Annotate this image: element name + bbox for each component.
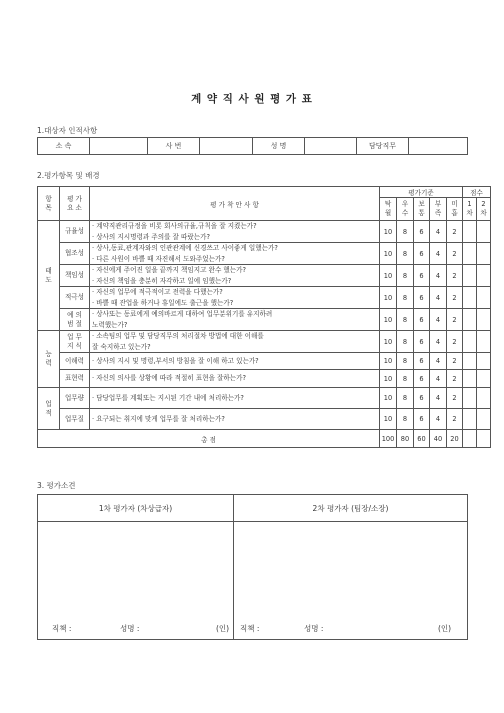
score-second: 2 차 <box>477 198 491 221</box>
criteria-value: 2 <box>447 309 463 331</box>
criteria-lacking: 부 족 <box>430 198 447 221</box>
field-label-employee-number: 사 번 <box>148 138 200 155</box>
group-name: 태 도 <box>38 221 60 331</box>
evaluation-points <box>90 331 380 353</box>
evaluation-points <box>90 287 380 309</box>
criteria-value: 2 <box>447 353 463 370</box>
element-name: 업무질 <box>60 409 90 430</box>
criteria-value: 10 <box>380 287 397 309</box>
evaluation-row <box>38 265 491 287</box>
criteria-value: 10 <box>380 243 397 265</box>
score-first-cell[interactable] <box>463 309 477 331</box>
evaluation-points <box>90 265 380 287</box>
criteria-value: 8 <box>397 287 414 309</box>
criteria-value: 10 <box>380 331 397 353</box>
opinion-table <box>37 494 468 640</box>
evaluation-points <box>90 309 380 331</box>
total-value: 60 <box>414 430 430 448</box>
criteria-value: 6 <box>414 309 430 331</box>
score-second-cell[interactable] <box>477 409 491 430</box>
first-name-label: 성명 : <box>120 624 140 633</box>
criteria-value: 10 <box>380 221 397 243</box>
criteria-value: 2 <box>447 221 463 243</box>
total-value: 100 <box>380 430 397 448</box>
criteria-value: 8 <box>397 309 414 331</box>
evaluation-row <box>38 331 491 353</box>
criteria-value: 2 <box>447 243 463 265</box>
score-second-cell[interactable] <box>477 370 491 388</box>
evaluation-points <box>90 243 380 265</box>
element-name: 적극성 <box>60 287 90 309</box>
evaluation-point: 잘 숙지하고 있는가? <box>92 342 151 351</box>
criteria-value: 6 <box>414 388 430 409</box>
criteria-value: 10 <box>380 370 397 388</box>
criteria-value: 4 <box>430 353 447 370</box>
criteria-value: 4 <box>430 409 447 430</box>
criteria-value: 2 <box>447 265 463 287</box>
criteria-value: 6 <box>414 353 430 370</box>
field-label-name: 성 명 <box>253 138 305 155</box>
criteria-excellent: 탁 월 <box>380 198 397 221</box>
score-first-cell[interactable] <box>463 265 477 287</box>
element-name: 책임성 <box>60 265 90 287</box>
total-value: 20 <box>447 430 463 448</box>
total-score-first[interactable] <box>463 430 477 448</box>
score-first-cell[interactable] <box>463 331 477 353</box>
evaluation-row <box>38 221 491 243</box>
section3-heading: 3. 평가소견 <box>37 481 76 490</box>
criteria-average: 보 통 <box>414 198 430 221</box>
header-content: 평 가 착 안 사 항 <box>90 187 380 221</box>
criteria-value: 4 <box>430 370 447 388</box>
evaluation-row <box>38 243 491 265</box>
score-second-cell[interactable] <box>477 309 491 331</box>
score-second-cell[interactable] <box>477 265 491 287</box>
evaluation-point: · 자신의 의사를 상황에 따라 적절히 표현을 잘하는가? <box>92 374 247 383</box>
evaluation-point: · 자신의 책임을 충분히 자각하고 일에 임했는가? <box>92 276 232 285</box>
evaluation-points <box>90 353 380 370</box>
evaluation-point: · 요구되는 취지에 맞게 업무를 잘 처리하는가? <box>92 414 225 423</box>
evaluation-row <box>38 309 491 331</box>
section1-heading: 1.대상자 인적사항 <box>37 126 98 135</box>
score-first-cell[interactable] <box>463 287 477 309</box>
score-first-cell[interactable] <box>463 353 477 370</box>
first-evaluator-title: 1차 평가자 (차상급자) <box>38 495 234 522</box>
criteria-poor: 미 흡 <box>447 198 463 221</box>
score-first: 1 차 <box>463 198 477 221</box>
field-label-department: 소 속 <box>38 138 90 155</box>
element-name: 예 의 범 절 <box>60 309 90 331</box>
element-name: 협조성 <box>60 243 90 265</box>
first-position-label: 직책 : <box>52 624 72 633</box>
evaluation-point: · 다른 사원이 바쁠 때 자진해서 도와주었는가? <box>92 254 225 263</box>
section2-heading: 2.평가항목 및 배경 <box>37 171 100 180</box>
element-name: 이해력 <box>60 353 90 370</box>
evaluation-point: · 바쁠 때 잔업을 하거나 휴일에도 출근을 했는가? <box>92 298 234 307</box>
criteria-value: 6 <box>414 265 430 287</box>
criteria-value: 10 <box>380 388 397 409</box>
score-second-cell[interactable] <box>477 221 491 243</box>
criteria-value: 4 <box>430 265 447 287</box>
criteria-value: 4 <box>430 309 447 331</box>
criteria-value: 8 <box>397 265 414 287</box>
score-first-cell[interactable] <box>463 409 477 430</box>
total-score-second[interactable] <box>477 430 491 448</box>
evaluation-row <box>38 370 491 388</box>
criteria-value: 10 <box>380 265 397 287</box>
field-value-name[interactable] <box>305 138 357 155</box>
criteria-value: 8 <box>397 388 414 409</box>
criteria-value: 8 <box>397 353 414 370</box>
second-evaluator-title: 2차 평가자 (팀장/소장) <box>234 495 468 522</box>
evaluation-table <box>37 186 491 448</box>
second-position-label: 직책 : <box>240 624 260 633</box>
header-element: 평 가 요 소 <box>60 187 90 221</box>
second-seal: (인) <box>438 624 452 633</box>
criteria-value: 4 <box>430 287 447 309</box>
criteria-value: 10 <box>380 353 397 370</box>
score-second-cell[interactable] <box>477 287 491 309</box>
field-value-duty[interactable] <box>409 138 468 155</box>
criteria-value: 4 <box>430 243 447 265</box>
score-first-cell[interactable] <box>463 221 477 243</box>
criteria-good: 우 수 <box>397 198 414 221</box>
total-value: 80 <box>397 430 414 448</box>
criteria-value: 6 <box>414 409 430 430</box>
score-second-cell[interactable] <box>477 388 491 409</box>
evaluation-point: · 소속팀의 업무 및 담당직무의 처리절차 방법에 대한 이해를 <box>92 332 264 340</box>
score-second-cell[interactable] <box>477 243 491 265</box>
score-first-cell[interactable] <box>463 243 477 265</box>
evaluation-point: · 상사또는 동료에게 예의바르게 대하여 업무분위기를 유지하려 <box>92 310 273 318</box>
evaluation-point: · 상사,동료,관계자와의 인관관계에 신경쓰고 사이좋게 일했는가? <box>92 244 278 252</box>
header-item: 항 목 <box>38 187 60 221</box>
element-name: 규율성 <box>60 221 90 243</box>
evaluation-point: · 담당업무를 계획또는 지시된 기간 내에 처리하는가? <box>92 393 244 402</box>
criteria-value: 4 <box>430 388 447 409</box>
criteria-value: 8 <box>397 409 414 430</box>
criteria-value: 8 <box>397 221 414 243</box>
evaluation-points <box>90 370 380 388</box>
criteria-value: 2 <box>447 331 463 353</box>
criteria-value: 8 <box>397 370 414 388</box>
criteria-value: 10 <box>380 309 397 331</box>
criteria-value: 8 <box>397 243 414 265</box>
evaluation-point: · 상사의 지시명령과 주의를 잘 따랐는가? <box>92 232 210 241</box>
criteria-value: 6 <box>414 221 430 243</box>
header-criteria: 평가기준 <box>380 187 463 198</box>
evaluation-row <box>38 287 491 309</box>
evaluation-point: · 계약직관리규정을 비롯 회사의규율,규칙을 잘 지켰는가? <box>92 222 257 230</box>
evaluation-point: · 상사의 지시 및 명령,부서의 방침을 잘 이해 하고 있는가? <box>92 356 259 365</box>
evaluation-point: 노력했는가? <box>92 320 128 329</box>
score-first-cell[interactable] <box>463 370 477 388</box>
element-name: 업무량 <box>60 388 90 409</box>
evaluation-points <box>90 409 380 430</box>
evaluation-row <box>38 388 491 409</box>
first-evaluator-opinion[interactable] <box>38 522 234 640</box>
element-name: 표현력 <box>60 370 90 388</box>
score-first-cell[interactable] <box>463 388 477 409</box>
first-seal: (인) <box>216 624 230 633</box>
criteria-value: 6 <box>414 287 430 309</box>
group-name: 업 적 <box>38 388 60 430</box>
second-evaluator-opinion[interactable] <box>234 522 468 640</box>
element-name: 업 무 지 식 <box>60 331 90 353</box>
total-value: 40 <box>430 430 447 448</box>
evaluation-points <box>90 221 380 243</box>
group-name: 능 력 <box>38 331 60 388</box>
evaluation-point: · 자신의 업무에 적극적이고 전력을 다했는가? <box>92 288 223 296</box>
criteria-value: 6 <box>414 243 430 265</box>
total-label: 총 점 <box>38 430 380 448</box>
criteria-value: 2 <box>447 388 463 409</box>
criteria-value: 4 <box>430 331 447 353</box>
criteria-value: 8 <box>397 331 414 353</box>
criteria-value: 2 <box>447 370 463 388</box>
second-name-label: 성명 : <box>304 624 324 633</box>
score-second-cell[interactable] <box>477 353 491 370</box>
evaluation-row <box>38 409 491 430</box>
criteria-value: 2 <box>447 409 463 430</box>
criteria-value: 2 <box>447 287 463 309</box>
score-second-cell[interactable] <box>477 331 491 353</box>
criteria-value: 6 <box>414 331 430 353</box>
personal-info-table <box>37 137 468 155</box>
criteria-value: 6 <box>414 370 430 388</box>
field-value-employee-number[interactable] <box>200 138 253 155</box>
criteria-value: 4 <box>430 221 447 243</box>
evaluation-point: · 자신에게 주어진 일을 끝까지 책임지고 완수 했는가? <box>92 266 247 274</box>
field-label-duty: 담당직무 <box>357 138 409 155</box>
evaluation-points <box>90 388 380 409</box>
page-title: 계 약 직 사 원 평 가 표 <box>191 93 313 105</box>
header-score: 점수 <box>463 187 491 198</box>
criteria-value: 10 <box>380 409 397 430</box>
field-value-department[interactable] <box>90 138 148 155</box>
evaluation-row <box>38 353 491 370</box>
